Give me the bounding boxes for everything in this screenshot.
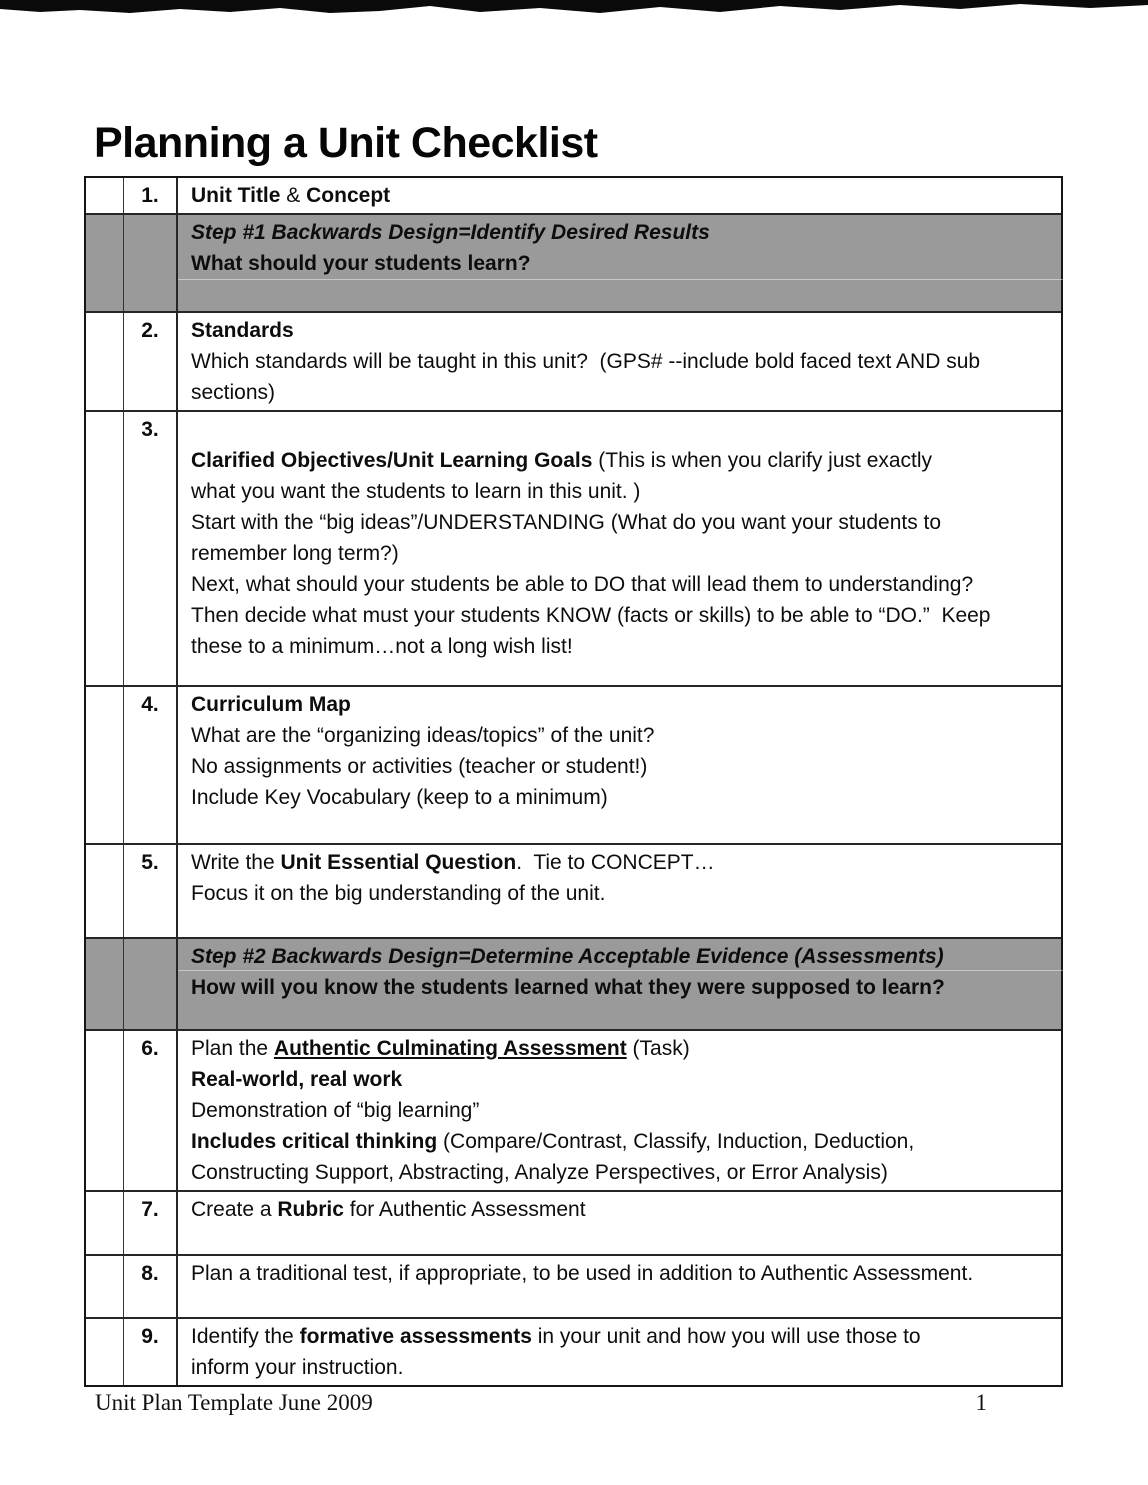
row-number: 2. (124, 313, 178, 410)
text-segment: Concept (306, 184, 391, 207)
text-line (191, 538, 1051, 569)
checkbox-cell (86, 412, 124, 685)
row-content (178, 687, 1061, 843)
row-number (124, 939, 178, 1029)
text-line (191, 445, 1051, 476)
row-number (124, 215, 178, 311)
text-segment: Step #1 Backwards Design=Identify Desired Results (191, 221, 710, 244)
row-number: 9. (124, 1319, 178, 1385)
checklist-row (86, 178, 1061, 215)
checkbox-cell (86, 845, 124, 937)
checklist-row (86, 845, 1061, 939)
text-segment: Focus it on the big understanding of the unit. (191, 882, 606, 905)
text-line (191, 507, 1051, 538)
text-segment: How will you know the students learned what they were supposed to learn? (191, 976, 945, 999)
row-content (178, 939, 1061, 1029)
page-title: Planning a Unit Checklist (94, 118, 598, 167)
text-segment: for Authentic Assessment (343, 1198, 586, 1221)
text-segment: Which standards will be taught in this unit? (GPS# --include bold faced text AND sub (191, 350, 981, 373)
text-segment: Clarified Objectives/Unit Learning Goals (191, 449, 593, 472)
row-content (178, 313, 1061, 410)
text-line (191, 346, 1051, 377)
text-segment: Real-world, real work (191, 1068, 403, 1091)
step-header-row (86, 939, 1061, 1031)
checkbox-cell (86, 1031, 124, 1190)
checkbox-cell (86, 313, 124, 410)
text-segment: Curriculum Map (191, 693, 351, 716)
text-segment: (This is when you clarify just exactly (592, 449, 933, 472)
text-segment: formative assessments (299, 1325, 532, 1348)
text-segment: Constructing Support, Abstracting, Analyze Perspectives, or Error Analysis) (191, 1161, 888, 1184)
text-segment: What should your students learn? (191, 252, 531, 275)
text-segment: Write the (191, 851, 281, 874)
text-line (191, 751, 1051, 782)
row-content (178, 1319, 1061, 1385)
text-line (191, 569, 1051, 600)
shade-hairline (178, 970, 1063, 971)
text-line (191, 1321, 1051, 1352)
checklist-row (86, 1192, 1061, 1256)
row-number: 3. (124, 412, 178, 685)
text-line (191, 315, 1051, 346)
text-line (191, 1064, 1051, 1095)
row-content (178, 1192, 1061, 1254)
row-content (178, 412, 1061, 685)
row-content (178, 1256, 1061, 1317)
row-number: 8. (124, 1256, 178, 1317)
checklist-row (86, 1319, 1061, 1385)
text-segment: & (280, 184, 307, 207)
row-number: 1. (124, 178, 178, 213)
checkbox-cell (86, 1192, 124, 1254)
text-line (191, 972, 1051, 1003)
text-line (191, 878, 1051, 909)
text-line (191, 1157, 1051, 1188)
text-segment: . Tie to CONCEPT… (516, 851, 715, 874)
checklist-row (86, 1256, 1061, 1319)
scan-torn-edge (0, 0, 1148, 14)
checkbox-cell (86, 1319, 124, 1385)
text-line (191, 1095, 1051, 1126)
checkbox-cell (86, 215, 124, 311)
text-segment: Includes critical thinking (191, 1130, 438, 1153)
text-segment: No assignments or activities (teacher or student!) (191, 755, 648, 778)
row-number: 6. (124, 1031, 178, 1190)
text-segment: What are the “organizing ideas/topics” of the unit? (191, 724, 655, 747)
text-line (191, 689, 1051, 720)
text-line (191, 248, 1051, 279)
text-segment: Next, what should your students be able to DO that will lead them to understanding? (191, 573, 974, 596)
text-segment: Standards (191, 319, 294, 342)
checklist-table (84, 176, 1063, 1387)
text-segment: Plan a traditional test, if appropriate, to be used in addition to Authentic Assessment. (191, 1262, 974, 1285)
checklist-row (86, 412, 1061, 687)
text-line (191, 1126, 1051, 1157)
row-number: 7. (124, 1192, 178, 1254)
text-line (191, 847, 1051, 878)
text-segment: Then decide what must your students KNOW (facts or skills) to be able to “DO.” Keep (191, 604, 991, 627)
step-header-row (86, 215, 1061, 313)
text-line (191, 180, 1051, 211)
checkbox-cell (86, 687, 124, 843)
text-segment: Step #2 Backwards Design=Determine Acceptable Evidence (Assessments) (191, 945, 944, 968)
text-segment: Authentic Culminating Assessment (273, 1037, 627, 1060)
row-content (178, 178, 1061, 213)
checkbox-cell (86, 939, 124, 1029)
checklist-row (86, 687, 1061, 845)
footer-template-label: Unit Plan Template June 2009 (95, 1390, 373, 1415)
text-segment: Include Key Vocabulary (keep to a minimum) (191, 786, 608, 809)
text-line (191, 1352, 1051, 1383)
text-segment: sections) (191, 381, 276, 404)
row-number: 5. (124, 845, 178, 937)
text-segment: (Task) (626, 1037, 690, 1060)
text-segment: inform your instruction. (191, 1356, 404, 1379)
text-line (191, 1033, 1051, 1064)
text-segment: these to a minimum…not a long wish list! (191, 635, 573, 658)
text-segment: what you want the students to learn in this unit. ) (191, 480, 641, 503)
page-footer (95, 1390, 987, 1416)
text-segment: Create a (191, 1198, 278, 1221)
row-content (178, 215, 1061, 311)
text-line (191, 600, 1051, 631)
checkbox-cell (86, 1256, 124, 1317)
row-content (178, 1031, 1061, 1190)
text-segment: Unit Title (191, 184, 281, 207)
text-line (191, 377, 1051, 408)
checkbox-cell (86, 178, 124, 213)
checklist-row (86, 1031, 1061, 1192)
text-line (191, 941, 1051, 972)
footer-page-number: 1 (975, 1390, 987, 1415)
text-segment: (Compare/Contrast, Classify, Induction, Deduction, (437, 1130, 915, 1153)
text-line (191, 631, 1051, 662)
text-segment: Rubric (277, 1198, 344, 1221)
text-line (191, 720, 1051, 751)
text-line (191, 1194, 1051, 1225)
text-segment: remember long term?) (191, 542, 399, 565)
row-number: 4. (124, 687, 178, 843)
text-segment: Demonstration of “big learning” (191, 1099, 480, 1122)
text-segment: Unit Essential Question (280, 851, 517, 874)
text-segment: Plan the (191, 1037, 274, 1060)
text-segment: Start with the “big ideas”/UNDERSTANDING (What do you want your students to (191, 511, 942, 534)
text-segment: in your unit and how you will use those to (531, 1325, 921, 1348)
text-segment: Identify the (191, 1325, 300, 1348)
text-line (191, 414, 1051, 445)
text-line (191, 1258, 1051, 1289)
checklist-row (86, 313, 1061, 412)
text-line (191, 782, 1051, 813)
text-line (191, 217, 1051, 248)
row-content (178, 845, 1061, 937)
text-line (191, 476, 1051, 507)
shade-hairline (178, 279, 1063, 280)
